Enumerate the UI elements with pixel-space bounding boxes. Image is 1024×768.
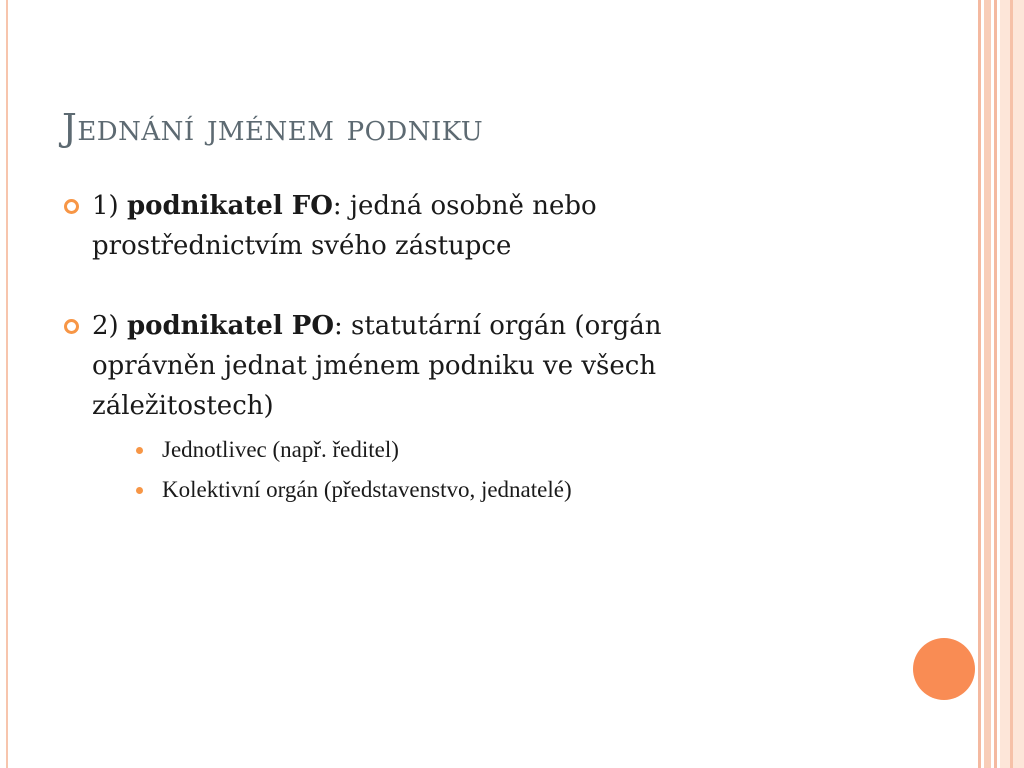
decor-stripe (978, 0, 981, 768)
left-border-line (6, 0, 8, 768)
sub-bullet-item (92, 470, 782, 510)
dot-bullet-icon (136, 487, 143, 494)
slide-title: Jednání jménem podniku (62, 106, 484, 149)
decor-stripe (1010, 0, 1013, 768)
sub-bullet-item (92, 430, 782, 470)
bullet-item (62, 186, 782, 266)
bullet-prefix: 1) (92, 191, 127, 221)
bullet-bold-term: podnikatel FO (126, 191, 333, 221)
bullet-text: : jedná osobně nebo prostřednictvím svého zástupce (92, 191, 597, 261)
sub-bullet-text: Kolektivní orgán (představenstvo, jednatelé) (162, 477, 572, 502)
slide-content (62, 186, 782, 510)
bullet-text: : statutární orgán (orgán oprávněn jednat jménem podniku ve všech záležitostech) (92, 311, 662, 421)
bullet-bold-term: podnikatel PO (126, 311, 334, 341)
ring-bullet-icon (64, 199, 79, 214)
bullet-prefix: 2) (92, 311, 127, 341)
sub-bullet-text: Jednotlivec (např. ředitel) (162, 437, 399, 462)
bullet-item (62, 306, 782, 510)
decor-circle (913, 638, 975, 700)
decor-stripe (984, 0, 991, 768)
ring-bullet-icon (64, 319, 79, 334)
dot-bullet-icon (136, 447, 143, 454)
decor-stripe (994, 0, 997, 768)
sub-bullet-list (92, 430, 782, 510)
